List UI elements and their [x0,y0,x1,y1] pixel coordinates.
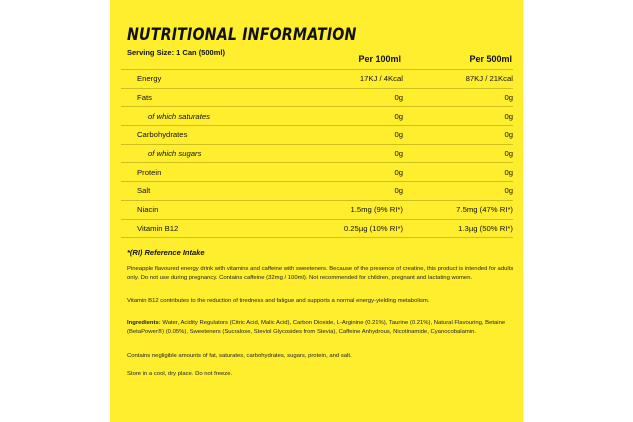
table-row [121,182,513,201]
page-title: NUTRITIONAL INFORMATION [127,25,357,44]
table-row [121,144,513,163]
negligible-statement: Contains negligible amounts of fat, saturates, carbohydrates, sugars, protein, and salt. [127,353,352,359]
nutrition-table [121,69,513,238]
serving-size: Serving Size: 1 Can (500ml) [127,48,225,57]
nutrient-name: Fats [121,88,283,107]
value-per-500ml: 87KJ / 21Kcal [403,70,513,89]
column-header-per-100ml: Per 100ml [358,54,401,64]
nutrient-name: Salt [121,182,283,201]
value-per-100ml: 0g [283,107,403,126]
value-per-500ml: 0g [403,144,513,163]
nutrient-name: Protein [121,163,283,182]
value-per-100ml: 17KJ / 4Kcal [283,70,403,89]
value-per-500ml: 0g [403,163,513,182]
value-per-100ml: 0g [283,182,403,201]
value-per-100ml: 0g [283,88,403,107]
nutrient-name: of which saturates [121,107,283,126]
value-per-500ml: 0g [403,182,513,201]
ingredients-paragraph [127,319,519,337]
table-row [121,126,513,145]
ingredients-list: Water, Acidity Regulators (Citric Acid, Malic Acid), Carbon Dioxide, L-Arginine (0.21%), Taurine (0.21%), Natural Flavouring, Betaine (BetaPower®) (0.05%), Sweeteners (Sucralose, Steviol Glycosides from Stevia), Caffeine Anhydrous, Nicotinamide, Cyanocobalamin. [127,320,506,336]
nutrient-name: Niacin [121,200,283,219]
value-per-100ml: 0g [283,126,403,145]
storage-instructions: Store in a cool, dry place. Do not freeze. [127,371,233,377]
table-row [121,107,513,126]
product-description: Pineapple flavoured energy drink with vitamins and caffeine with sweeteners. Because of the presence of creatine, this product is intended for adults only. Do not use during pregnancy. Contains caffeine (32mg / 100ml). Not recommended for children, pregnant and lactating women. [127,266,514,282]
table-row [121,219,513,238]
vitamin-claim: Vitamin B12 contributes to the reduction of tiredness and fatigue and supports a normal energy-yielding metabolism. [127,298,430,304]
reference-intake-footnote: *(RI) Reference Intake [127,248,205,257]
table-row [121,70,513,89]
value-per-500ml: 0g [403,107,513,126]
value-per-500ml: 7.5mg (47% RI*) [403,200,513,219]
value-per-100ml: 0g [283,163,403,182]
nutrient-name: Energy [121,70,283,89]
column-header-per-500ml: Per 500ml [469,54,512,64]
value-per-100ml: 0g [283,144,403,163]
value-per-500ml: 0g [403,88,513,107]
ingredients-label: Ingredients: [127,320,161,326]
value-per-100ml: 1.5mg (9% RI*) [283,200,403,219]
value-per-500ml: 0g [403,126,513,145]
value-per-500ml: 1.3µg (50% RI*) [403,219,513,238]
table-row [121,200,513,219]
nutrient-name: Carbohydrates [121,126,283,145]
nutrient-name: of which sugars [121,144,283,163]
table-row [121,88,513,107]
value-per-100ml: 0.25µg (10% RI*) [283,219,403,238]
table-row [121,163,513,182]
nutrient-name: Vitamin B12 [121,219,283,238]
